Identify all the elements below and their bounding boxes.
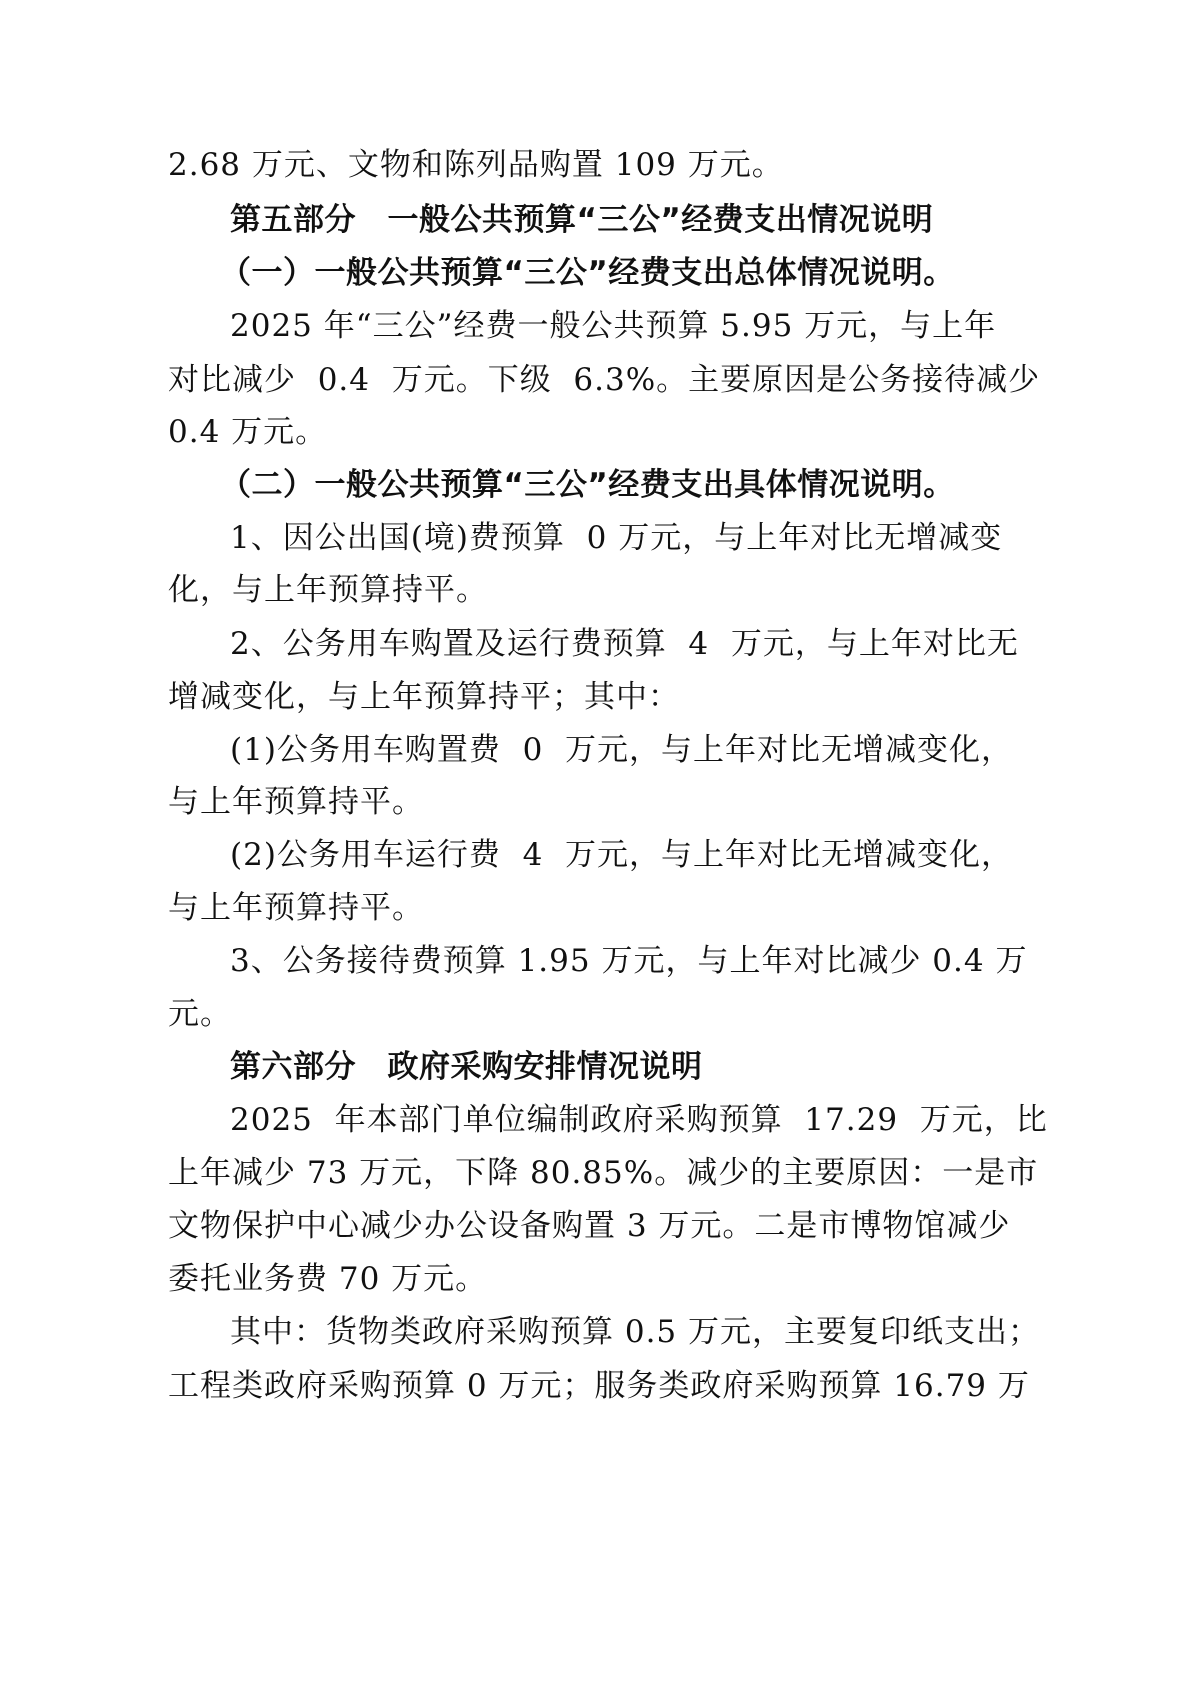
body-text-line: 文物保护中心减少办公设备购置 3 万元。二是市博物馆减少: [168, 1208, 1011, 1244]
body-text-line: 2、公务用车购置及运行费预算 4 万元，与上年对比无: [230, 626, 1019, 662]
body-text-line: 增减变化，与上年预算持平；其中：: [168, 679, 680, 715]
body-text-line: (1)公务用车购置费 0 万元，与上年对比无增减变化，: [230, 732, 1014, 768]
section-heading: 第五部分 一般公共预算“三公”经费支出情况说明: [230, 202, 934, 238]
body-text-line: 其中：货物类政府采购预算 0.5 万元，主要复印纸支出；: [230, 1314, 1041, 1350]
body-text-line: 元。: [168, 996, 232, 1032]
body-text-line: 工程类政府采购预算 0 万元；服务类政府采购预算 16.79 万: [168, 1368, 1030, 1404]
body-text-line: 3、公务接待费预算 1.95 万元，与上年对比减少 0.4 万: [230, 943, 1028, 979]
body-text-line: 2025 年“三公”经费一般公共预算 5.95 万元，与上年: [230, 308, 997, 344]
body-text-line: 1、因公出国(境)费预算 0 万元，与上年对比无增减变: [230, 520, 1003, 556]
body-text-line: 与上年预算持平。: [168, 784, 424, 820]
body-text-line: 2025 年本部门单位编制政府采购预算 17.29 万元，比: [230, 1102, 1048, 1138]
body-text-line: 上年减少 73 万元，下降 80.85%。减少的主要原因：一是市: [168, 1155, 1039, 1191]
body-text-line: 化，与上年预算持平。: [168, 572, 488, 608]
body-text-line: 对比减少 0.4 万元。下级 6.3%。主要原因是公务接待减少: [168, 362, 1041, 398]
body-text-line: (2)公务用车运行费 4 万元，与上年对比无增减变化，: [230, 837, 1014, 873]
subsection-heading: （二）一般公共预算“三公”经费支出具体情况说明。: [220, 467, 955, 503]
body-text-line: 与上年预算持平。: [168, 890, 424, 926]
subsection-heading: （一）一般公共预算“三公”经费支出总体情况说明。: [220, 255, 955, 291]
section-heading: 第六部分 政府采购安排情况说明: [230, 1049, 703, 1085]
body-text-line: 2.68 万元、文物和陈列品购置 109 万元。: [168, 147, 784, 183]
body-text-line: 委托业务费 70 万元。: [168, 1261, 488, 1297]
body-text-line: 0.4 万元。: [168, 414, 328, 450]
